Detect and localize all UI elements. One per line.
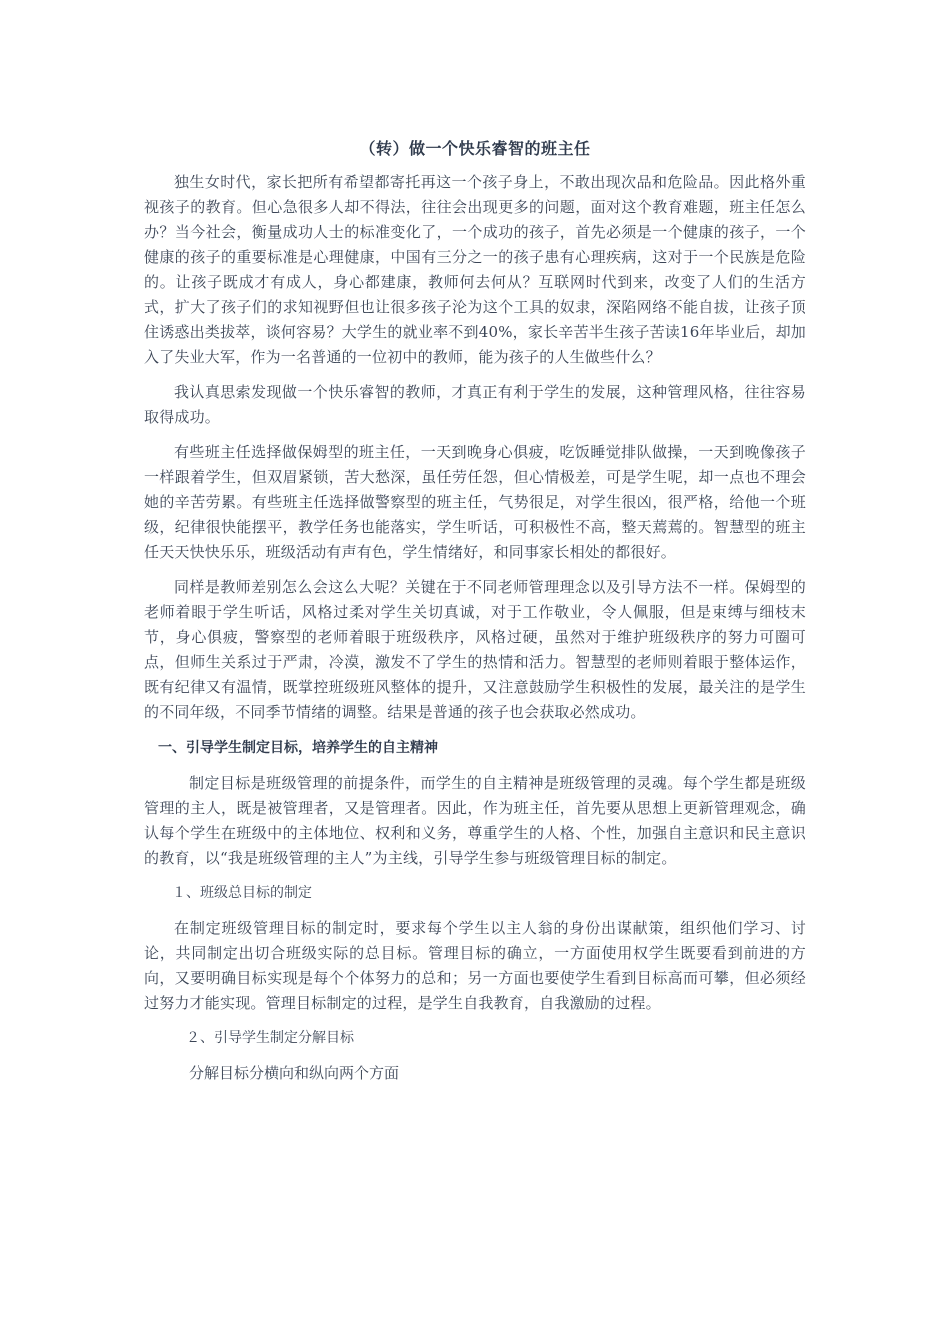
- subsection-heading-1: １、班级总目标的制定: [172, 885, 312, 901]
- paragraph-teacher-types: 有些班主任选择做保姆型的班主任，一天到晚身心俱疲，吃饭睡觉排队做操，一天到晚像孩子一样跟着学生，但双眉紧锁，苦大愁深，虽任劳任怨，但心情极差，可是学生呢，却一点也不理会她的辛苦劳累。有些班主任选择做警察型的班主任，气势很足，对学生很凶，很严格，给他一个班级，纪律很快能摆平，教学任务也能落实，学生听话，可积极性不高，整天蔫蔫的。智慧型的班主任天天快快乐乐，班级活动有声有色，学生情绪好，和同事家长相处的都很好。: [144, 443, 806, 561]
- section-heading-1: 一、引导学生制定目标，培养学生的自主精神: [158, 740, 438, 756]
- section1-intro: 制定目标是班级管理的前提条件，而学生的自主精神是班级管理的灵魂。每个学生都是班级管理的主人，既是被管理者，又是管理者。因此，作为班主任，首先要从思想上更新管理观念，确认每个学生在班级中的主体地位、权利和义务，尊重学生的人格、个性，加强自主意识和民主意识的教育，以“我是班级管理的主人”为主线，引导学生参与班级管理目标的制定。: [144, 774, 806, 867]
- document-page: [144, 136, 806, 1086]
- paragraph-intro: 独生女时代，家长把所有希望都寄托再这一个孩子身上，不敢出现次品和危险品。因此格外重视孩子的教育。但心急很多人却不得法，往往会出现更多的问题，面对这个教育难题，班主任怎么办？当今社会，衡量成功人士的标准变化了，一个成功的孩子，首先必须是一个健康的孩子，一个健康的孩子的重要标准是心理健康，中国有三分之一的孩子患有心理疾病，这对于一个民族是危险的。让孩子既成才有成人，身心都建康，教师何去何从？互联网时代到来，改变了人们的生活方式，扩大了孩子们的求知视野但也让很多孩子沦为这个工具的奴隶，深陷网络不能自拔，让孩子顶住诱惑出类拔萃，谈何容易？大学生的就业率不到40%，家长辛苦半生孩子苦读16年毕业后，却加入了失业大军，作为一名普通的一位初中的教师，能为孩子的人生做些什么？: [144, 173, 806, 366]
- subsection1-text: 在制定班级管理目标的制定时，要求每个学生以主人翁的身份出谋献策，组织他们学习、讨论，共同制定出切合班级实际的总目标。管理目标的确立，一方面使用权学生既要看到前进的方向，又要明确目标实现是每个个体努力的总和；另一方面也要使学生看到目标高而可攀，但必须经过努力才能实现。管理目标制定的过程，是学生自我教育，自我激励的过程。: [144, 919, 806, 1012]
- subsection2-text: 分解目标分横向和纵向两个方面: [189, 1064, 400, 1082]
- paragraph-reflection: 我认真思索发现做一个快乐睿智的教师，才真正有利于学生的发展，这种管理风格，往往容易取得成功。: [144, 383, 806, 426]
- subsection-heading-2: ２、引导学生制定分解目标: [186, 1030, 354, 1046]
- document-title: （转）做一个快乐睿智的班主任: [359, 139, 591, 158]
- paragraph-differences: 同样是教师差别怎么会这么大呢？关键在于不同老师管理理念以及引导方法不一样。保姆型的老师着眼于学生听话，风格过柔对学生关切真诚，对于工作敬业，令人佩服，但是束缚与细枝末节，身心俱疲，警察型的老师着眼于班级秩序，风格过硬，虽然对于维护班级秩序的努力可圈可点，但师生关系过于严肃，冷漠，激发不了学生的热情和活力。智慧型的老师则着眼于整体运作，既有纪律又有温情，既掌控班级班风整体的提升，又注意鼓励学生积极性的发展，最关注的是学生的不同年级，不同季节情绪的调整。结果是普通的孩子也会获取必然成功。: [144, 578, 806, 721]
